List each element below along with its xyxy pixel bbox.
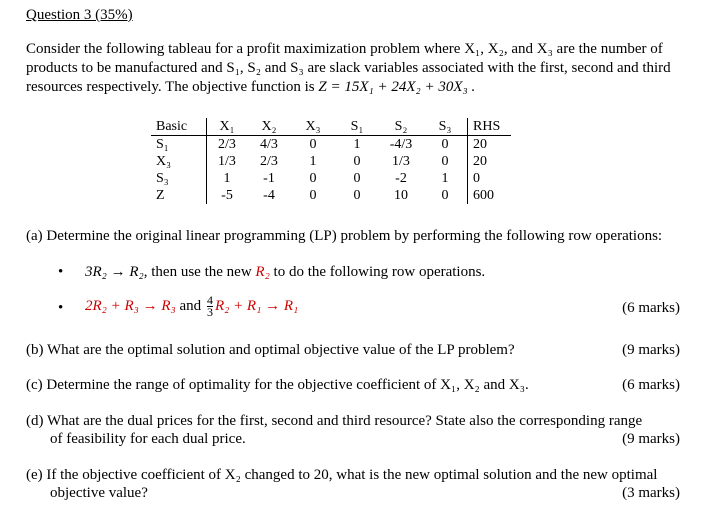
- simplex-tableau: [151, 118, 511, 204]
- table-cell: 1: [207, 170, 248, 187]
- table-cell: -4/3: [389, 137, 413, 152]
- table-cell: 20: [468, 153, 512, 170]
- table-cell: 600: [468, 187, 512, 204]
- bullet-icon: •: [58, 264, 64, 280]
- part-a-bullet-1: [85, 264, 485, 281]
- table-row: [151, 187, 511, 204]
- header-rhs: RHS: [468, 118, 512, 136]
- table-cell: 0: [441, 154, 449, 169]
- table-cell: 1: [309, 154, 317, 169]
- header-basic: Basic: [151, 118, 207, 136]
- table-cell: 0: [309, 188, 317, 203]
- table-cell: 0: [441, 137, 449, 152]
- part-a-marks: (6 marks): [622, 300, 680, 316]
- table-cell: 1: [353, 137, 361, 152]
- table-cell: -2: [395, 171, 407, 186]
- part-b-question: (b) What are the optimal solution and optimal objective value of the LP problem?: [26, 342, 515, 358]
- table-cell: 2/3: [260, 154, 278, 169]
- part-e-question-line-2: objective value?: [50, 485, 148, 501]
- question-title: Question 3 (35%): [26, 7, 133, 23]
- table-cell: X₃: [156, 154, 171, 169]
- table-cell: 4/3: [260, 137, 278, 152]
- part-e-question-line-1: (e) If the objective coefficient of X₂ changed to 20, what is the new optimal solution and the new optimal: [26, 467, 658, 483]
- objective-function: Z = 15X₁ + 24X₂ + 30X₃ .: [318, 79, 476, 95]
- table-row: [151, 136, 511, 154]
- part-b-marks: (9 marks): [622, 342, 680, 358]
- table-cell: 0: [353, 171, 361, 186]
- intro-text: Consider the following tableau for a profit maximization problem where X₁, X₂, and X₃ are the number of products to be manufactured and S₁, S₂ and S₃ are slack variables associated with the first, second and third resources respectively. The objective function is: [26, 41, 671, 95]
- table-row: [151, 153, 511, 170]
- table-cell: 0: [353, 188, 361, 203]
- bullet-2-and: and: [175, 298, 205, 314]
- part-a-question: (a) Determine the original linear programming (LP) problem by performing the following row operations:: [26, 228, 663, 244]
- table-cell: 0: [309, 137, 317, 152]
- table-cell: 1/3: [207, 153, 248, 170]
- table-cell: 0: [309, 171, 317, 186]
- table-cell: -1: [263, 171, 275, 186]
- table-cell: 2/3: [207, 136, 248, 154]
- row-operation: 3R₂ → R₂: [85, 264, 144, 280]
- intro-paragraph: [26, 40, 686, 97]
- table-cell: S₃: [156, 171, 169, 186]
- header-s1: S₁: [335, 118, 379, 136]
- bullet-1-mid-text: , then use the new: [143, 264, 256, 280]
- table-cell: 10: [394, 188, 408, 203]
- fraction-numerator: 4: [206, 293, 213, 308]
- part-e-marks: (3 marks): [622, 485, 680, 501]
- header-s3: S₃: [423, 118, 468, 136]
- header-x1: X₁: [207, 118, 248, 136]
- new-r2-highlight: R₂: [255, 264, 270, 280]
- fraction: [207, 295, 213, 318]
- part-d-marks: (9 marks): [622, 431, 680, 447]
- part-c-marks: (6 marks): [622, 377, 680, 393]
- bullet-icon: •: [58, 300, 64, 316]
- tableau-header-row: [151, 118, 511, 136]
- table-cell: S₁: [156, 137, 169, 152]
- part-d-question-line-2: of feasibility for each dual price.: [50, 431, 246, 447]
- header-s2: S₂: [379, 118, 423, 136]
- table-cell: 20: [468, 136, 512, 154]
- table-cell: 0: [353, 154, 361, 169]
- bullet-1-end-text: to do the following row operations.: [269, 264, 486, 280]
- table-cell: 0: [441, 188, 449, 203]
- fraction-denominator: 3: [206, 305, 213, 320]
- table-row: [151, 170, 511, 187]
- header-x2: X₂: [247, 118, 291, 136]
- table-cell: -5: [207, 187, 248, 204]
- table-cell: -4: [263, 188, 275, 203]
- part-d-question-line-1: (d) What are the dual prices for the first, second and third resource? State also the corresponding range: [26, 413, 643, 429]
- part-a-bullet-2: [85, 292, 298, 320]
- part-c-question: (c) Determine the range of optimality for the objective coefficient of X₁, X₂ and X₃.: [26, 377, 529, 393]
- table-cell: 1: [441, 171, 449, 186]
- table-cell: 0: [468, 170, 512, 187]
- row-operation-2: R₂ + R₁ → R₁: [214, 298, 299, 314]
- table-cell: 1/3: [392, 154, 410, 169]
- table-cell: Z: [156, 188, 165, 203]
- row-operation-1: 2R₂ + R₃ → R₃: [85, 298, 176, 314]
- header-x3: X₃: [291, 118, 335, 136]
